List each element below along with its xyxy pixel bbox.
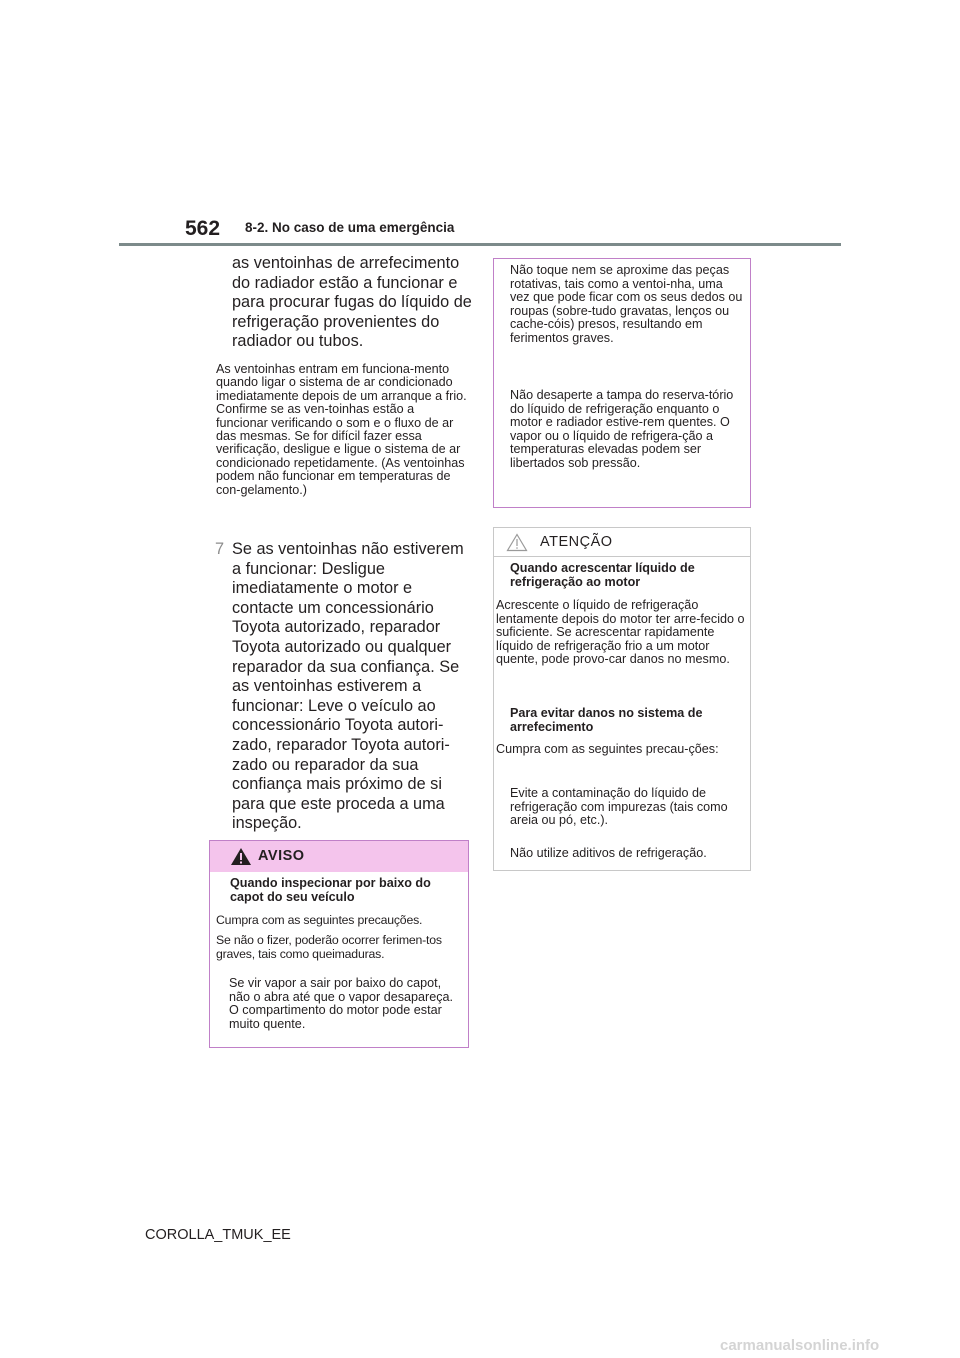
atencao-item-1: Evite a contaminação do líquido de refrigeração com impurezas (tais como areia ou pó, etc.). — [510, 786, 728, 827]
aviso-box — [209, 840, 469, 1048]
section-title: 8-2. No caso de uma emergência — [245, 220, 455, 235]
step-text: Se as ventoinhas não estiverem a funcionar: Desligue imediatamente o motor e contacte um concessionário Toyota autorizado, reparador Toyota autorizado ou qualquer reparador da sua confiança. Se as ventoinhas estiverem a funcionar: Leve o veículo ao concessionário Toyota autori-zado, reparador Toyota autori-zado ou reparador da sua confiança mais próximo de si para que este proceda a uma inspeção. — [232, 540, 464, 833]
aviso-item-2: Não toque nem se aproxime das peças rotativas, tais como a ventoi-nha, uma vez que pode ficar com os seus dedos ou roupas (sobre-tudo gravatas, lenços ou cache-cóis) presos, resultando em ferimentos graves. — [510, 263, 743, 345]
aviso-heading: Quando inspecionar por baixo do capot do seu veículo — [230, 876, 431, 904]
header-divider — [119, 243, 841, 246]
atencao-item-2: Não utilize aditivos de refrigeração. — [510, 846, 707, 860]
atencao-heading-2: Para evitar danos no sistema de arrefecimento — [510, 706, 703, 734]
aviso-title: AVISO — [258, 848, 305, 864]
aviso-line-1: Cumpra com as seguintes precauções. — [216, 913, 423, 927]
note-paragraph: As ventoinhas entram em funciona-mento quando ligar o sistema de ar condicionado imediatamente depois de um arranque a frio. Confirme se as ven-toinhas estão a funcionar verificando o som e o fluxo de ar das mesmas. Se for difícil fazer essa verificação, desligue e ligue o sistema de ar condicionado repetidamente. (As ventoinhas podem não funcionar em temperaturas de con-gelamento.) — [216, 362, 467, 497]
footer-code: COROLLA_TMUK_EE — [145, 1227, 291, 1243]
atencao-header — [494, 528, 750, 557]
aviso-item-1: Se vir vapor a sair por baixo do capot, não o abra até que o vapor desapareça. O compartimento do motor pode estar muito quente. — [229, 976, 454, 1031]
warning-triangle-icon — [230, 847, 252, 866]
step-number: 7 — [215, 540, 225, 558]
aviso-line-2: Se não o fizer, poderão ocorrer ferimen-tos graves, tais como queimaduras. — [216, 933, 442, 961]
atencao-title: ATENÇÃO — [540, 534, 613, 550]
aviso-header — [210, 841, 468, 872]
lead-paragraph: as ventoinhas de arrefecimento do radiador estão a funcionar e para procurar fugas do líquido de refrigeração provenientes do radiador ou tubos. — [232, 254, 472, 351]
caution-triangle-icon — [506, 533, 528, 552]
page-number: 562 — [185, 217, 221, 240]
aviso-item-3: Não desaperte a tampa do reserva-tório do líquido de refrigeração enquanto o motor e radiador estive-rem quentes. O vapor ou o líquido de refrigera-ção a temperaturas elevadas podem ser libertados sob pressão. — [510, 388, 734, 470]
atencao-box — [493, 527, 751, 871]
aviso-box-continued — [493, 258, 751, 508]
atencao-heading-1: Quando acrescentar líquido de refrigeração ao motor — [510, 561, 695, 589]
atencao-text-1: Acrescente o líquido de refrigeração lentamente depois do motor ter arre-fecido o suficiente. Se acrescentar rapidamente líquido de refrigeração frio a um motor quente, pode provo-car danos no mesmo. — [496, 598, 745, 666]
watermark: carmanualsonline.info — [720, 1337, 880, 1354]
atencao-text-2: Cumpra com as seguintes precau-ções: — [496, 742, 719, 756]
